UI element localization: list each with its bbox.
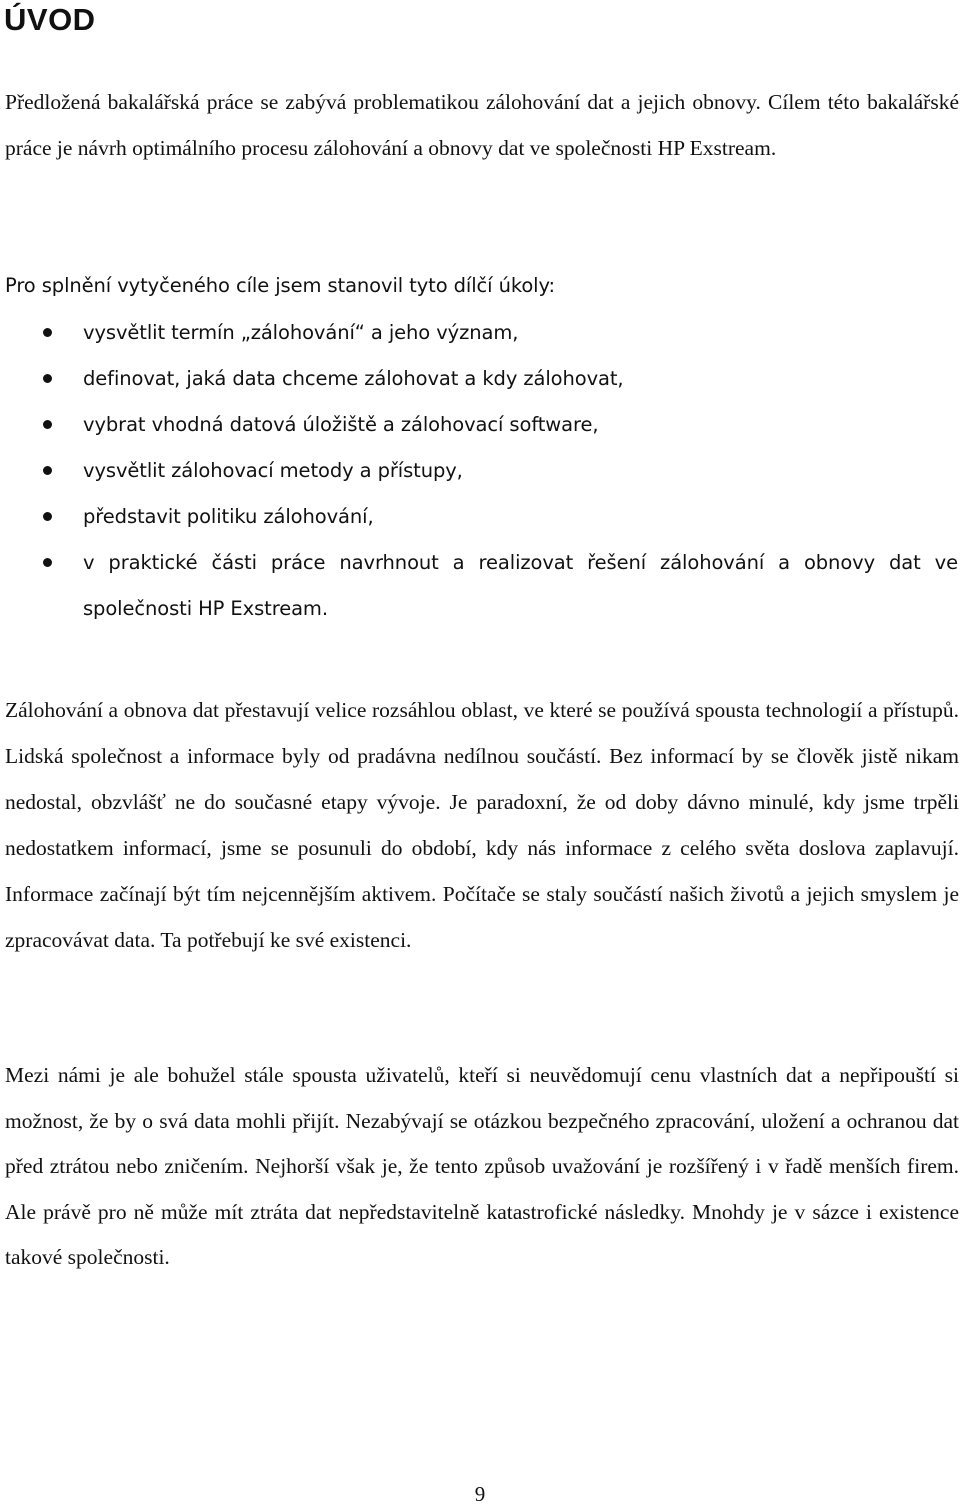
intro-paragraph: Předložená bakalářská práce se zabývá problematikou zálohování dat a jejich obnovy. Cílem této bakalářské práce je návrh optimálního procesu zálohování a obnovy dat ve společnosti HP Exstream. [5,90,959,160]
list-item [0,310,960,356]
bullet-icon [43,328,52,337]
bullet-icon [43,420,52,429]
list-item [0,448,960,494]
bullet-icon [43,558,52,567]
list-item-text: definovat, jaká data chceme zálohovat a kdy zálohovat, [83,367,624,390]
list-item-text: vybrat vhodná datová úložiště a zálohovací software, [83,413,599,436]
body-paragraph: Zálohování a obnova dat přestavují velice rozsáhlou oblast, ve které se používá spousta technologií a přístupů. Lidská společnost a informace byly od pradávna nedílnou součástí. Bez informací by se člověk jistě nikam nedostal, obzvlášť ne do současné etapy vývoje. Je paradoxní, že od doby dávno minulé, kdy jsme trpěli nedostatkem informací, jsme se posunuli do období, kdy nás informace z celého světa doslova zaplavují. Informace začínají být tím nejcennějším aktivem. Počítače se staly součástí našich životů a jejich smyslem je zpracovávat data. Ta potřebují ke své existenci. [5,698,959,952]
list-item [0,402,960,448]
page-title: ÚVOD [4,2,96,37]
page-number: 9 [474,1482,486,1506]
list-item [0,540,960,632]
list-item-text: v praktické části práce navrhnout a realizovat řešení zálohování a obnovy dat ve společnosti HP Exstream. [83,551,958,620]
bullet-icon [43,466,52,475]
tasks-intro: Pro splnění vytyčeného cíle jsem stanovil tyto dílčí úkoly: [5,274,555,297]
list-item-text: vysvětlit zálohovací metody a přístupy, [83,459,463,482]
list-item-text: vysvětlit termín „zálohování“ a jeho význam, [83,321,519,344]
body-paragraph: Mezi námi je ale bohužel stále spousta uživatelů, kteří si neuvědomují cenu vlastních dat a nepřipouští si možnost, že by o svá data mohli přijít. Nezabývají se otázkou bezpečného zpracování, uložení a ochranou dat před ztrátou nebo zničením. Nejhorší však je, že tento způsob uvažování je rozšířený i v řadě menších firem. Ale právě pro ně může mít ztráta dat nepředstavitelně katastrofické následky. Mnohdy je v sázce i existence takové společnosti. [5,1063,959,1269]
list-item [0,356,960,402]
bullet-icon [43,512,52,521]
task-list [0,310,960,632]
bullet-icon [43,374,52,383]
list-item-text: představit politiku zálohování, [83,505,374,528]
list-item [0,494,960,540]
